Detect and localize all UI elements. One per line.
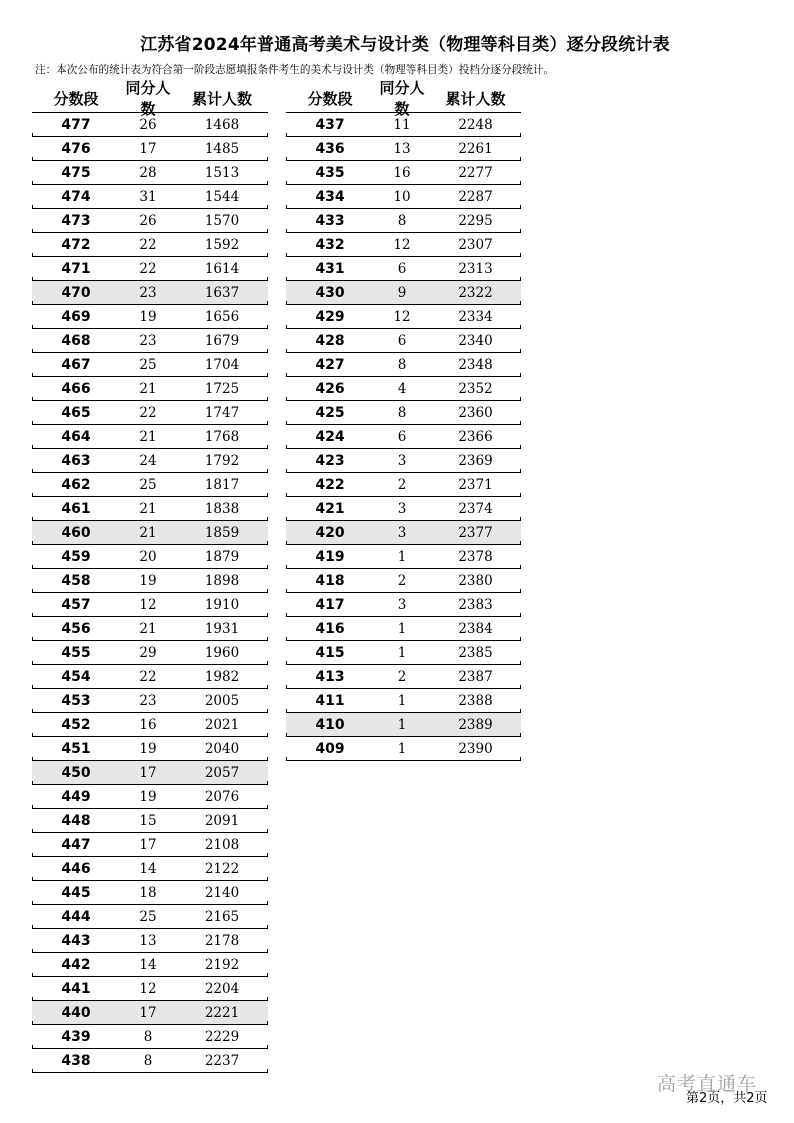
score-cell: 455 [61, 644, 91, 661]
score-cell: 434 [315, 188, 345, 205]
score-cell: 449 [61, 788, 91, 805]
table-row [32, 785, 268, 809]
same-count-cell: 1 [397, 740, 407, 757]
same-count-cell: 2 [397, 572, 407, 589]
cumulative-cell: 2165 [204, 908, 240, 925]
table-row [32, 977, 268, 1001]
cumulative-cell: 2340 [458, 332, 493, 349]
table-row [286, 497, 521, 521]
same-count-cell: 3 [397, 452, 407, 469]
same-count-cell: 24 [139, 452, 157, 469]
score-cell: 418 [315, 572, 345, 589]
cumulative-cell: 1792 [204, 452, 240, 469]
same-count-cell: 15 [139, 812, 157, 829]
table-row [32, 305, 268, 329]
cumulative-cell: 1859 [204, 524, 240, 541]
table-row [32, 833, 268, 857]
score-cell: 450 [61, 764, 91, 781]
table-row [286, 329, 521, 353]
cumulative-cell: 2352 [458, 380, 493, 397]
table-body [32, 113, 268, 1073]
score-cell: 423 [315, 452, 345, 469]
score-cell: 466 [61, 380, 91, 397]
score-cell: 409 [315, 740, 345, 757]
cumulative-cell: 2140 [204, 884, 240, 901]
table-row [286, 353, 521, 377]
cumulative-cell: 2389 [458, 716, 493, 733]
same-count-cell: 8 [397, 356, 407, 373]
score-cell: 441 [61, 980, 91, 997]
table-body [286, 113, 521, 761]
same-count-cell: 17 [139, 836, 157, 853]
table-row [32, 425, 268, 449]
table-row [286, 689, 521, 713]
cumulative-cell: 2005 [204, 692, 240, 709]
same-count-cell: 21 [139, 428, 157, 445]
score-cell: 469 [61, 308, 91, 325]
same-count-cell: 23 [139, 332, 157, 349]
same-count-cell: 2 [397, 476, 407, 493]
table-row [32, 233, 268, 257]
score-cell: 458 [61, 572, 91, 589]
table-row [32, 593, 268, 617]
cumulative-cell: 2360 [458, 404, 493, 421]
same-count-cell: 1 [397, 620, 407, 637]
cumulative-cell: 2313 [458, 260, 493, 277]
table-row [32, 521, 268, 545]
table-row [286, 377, 521, 401]
table-row [32, 1001, 268, 1025]
same-count-cell: 21 [139, 524, 157, 541]
same-count-cell: 26 [139, 212, 157, 229]
score-cell: 425 [315, 404, 345, 421]
table-row [32, 737, 268, 761]
score-cell: 472 [61, 236, 91, 253]
cumulative-cell: 1592 [204, 236, 240, 253]
same-count-cell: 26 [139, 116, 157, 133]
cumulative-cell: 2387 [458, 668, 493, 685]
cumulative-cell: 2388 [458, 692, 493, 709]
table-row [32, 281, 268, 305]
score-table-left [32, 79, 268, 1073]
cumulative-cell: 2322 [458, 284, 493, 301]
cumulative-cell: 1679 [204, 332, 240, 349]
same-count-cell: 31 [139, 188, 157, 205]
cumulative-cell: 2237 [204, 1052, 240, 1069]
table-row [286, 401, 521, 425]
same-count-cell: 25 [139, 908, 157, 925]
cumulative-cell: 2307 [458, 236, 493, 253]
cumulative-cell: 2385 [458, 644, 493, 661]
table-row [286, 545, 521, 569]
cumulative-cell: 1747 [204, 404, 240, 421]
same-count-cell: 19 [139, 572, 157, 589]
cumulative-cell: 1485 [204, 140, 240, 157]
cumulative-cell: 2287 [458, 188, 493, 205]
same-count-cell: 23 [139, 284, 157, 301]
table-row [32, 329, 268, 353]
score-cell: 430 [315, 284, 345, 301]
same-count-cell: 16 [139, 716, 157, 733]
score-cell: 464 [61, 428, 91, 445]
cumulative-cell: 2377 [458, 524, 493, 541]
score-cell: 428 [315, 332, 345, 349]
score-cell: 444 [61, 908, 91, 925]
cumulative-cell: 1838 [204, 500, 240, 517]
cumulative-cell: 1637 [204, 284, 240, 301]
score-cell: 461 [61, 500, 91, 517]
table-note: 注：本次公布的统计表为符合第一阶段志愿填报条件考生的美术与设计类（物理等科目类）投档分逐分段统计。 [35, 64, 555, 76]
same-count-cell: 21 [139, 500, 157, 517]
score-cell: 452 [61, 716, 91, 733]
cumulative-cell: 1704 [204, 356, 240, 373]
score-cell: 420 [315, 524, 345, 541]
score-cell: 424 [315, 428, 345, 445]
same-count-cell: 20 [139, 548, 157, 565]
table-row [286, 737, 521, 761]
cumulative-cell: 1656 [204, 308, 240, 325]
score-cell: 432 [315, 236, 345, 253]
table-row [32, 377, 268, 401]
score-cell: 456 [61, 620, 91, 637]
same-count-cell: 19 [139, 740, 157, 757]
cumulative-cell: 2040 [204, 740, 240, 757]
same-count-cell: 4 [397, 380, 407, 397]
same-count-cell: 12 [393, 236, 411, 253]
same-count-cell: 17 [139, 764, 157, 781]
table-row [32, 209, 268, 233]
score-cell: 433 [315, 212, 345, 229]
table-row [286, 233, 521, 257]
score-cell: 475 [61, 164, 91, 181]
table-row [286, 257, 521, 281]
cumulative-cell: 2261 [458, 140, 493, 157]
score-cell: 460 [61, 524, 91, 541]
score-cell: 411 [315, 692, 345, 709]
table-row [286, 161, 521, 185]
page-title: 江苏省2024年普通高考美术与设计类（物理等科目类）逐分段统计表 [140, 35, 670, 55]
table-row [32, 449, 268, 473]
cumulative-cell: 1614 [204, 260, 240, 277]
table-header [286, 79, 521, 118]
table-row [32, 569, 268, 593]
score-cell: 410 [315, 716, 345, 733]
cumulative-cell: 2295 [458, 212, 493, 229]
score-cell: 435 [315, 164, 345, 181]
table-row [32, 857, 268, 881]
score-cell: 429 [315, 308, 345, 325]
score-cell: 476 [61, 140, 91, 157]
score-cell: 415 [315, 644, 345, 661]
table-row [32, 545, 268, 569]
table-row [32, 161, 268, 185]
table-header [32, 79, 268, 118]
table-row [32, 761, 268, 785]
cumulative-cell: 2374 [458, 500, 493, 517]
table-row [286, 713, 521, 737]
score-cell: 416 [315, 620, 345, 637]
table-row [286, 569, 521, 593]
same-count-cell: 6 [397, 332, 407, 349]
table-row [32, 137, 268, 161]
score-cell: 457 [61, 596, 91, 613]
header-score: 分数段 [307, 89, 353, 108]
header-same-count: 同分人数 [379, 79, 425, 118]
table-row [286, 593, 521, 617]
table-row [32, 257, 268, 281]
score-cell: 465 [61, 404, 91, 421]
score-cell: 477 [61, 116, 91, 133]
same-count-cell: 23 [139, 692, 157, 709]
header-same-count: 同分人数 [125, 79, 171, 118]
same-count-cell: 12 [393, 308, 411, 325]
header-cumulative: 累计人数 [191, 89, 252, 108]
cumulative-cell: 2057 [204, 764, 240, 781]
same-count-cell: 14 [139, 860, 157, 877]
table-row [32, 473, 268, 497]
score-cell: 422 [315, 476, 345, 493]
score-cell: 474 [61, 188, 91, 205]
table-row [32, 665, 268, 689]
same-count-cell: 8 [143, 1028, 153, 1045]
cumulative-cell: 1931 [204, 620, 240, 637]
cumulative-cell: 1898 [204, 572, 240, 589]
cumulative-cell: 2334 [458, 308, 493, 325]
score-cell: 437 [315, 116, 345, 133]
header-cumulative: 累计人数 [445, 89, 506, 108]
table-row [32, 353, 268, 377]
cumulative-cell: 2021 [204, 716, 240, 733]
score-cell: 426 [315, 380, 345, 397]
table-row [32, 713, 268, 737]
table-row [32, 1049, 268, 1073]
same-count-cell: 21 [139, 620, 157, 637]
score-cell: 427 [315, 356, 345, 373]
table-row [32, 689, 268, 713]
table-row [286, 617, 521, 641]
cumulative-cell: 1817 [204, 476, 240, 493]
score-cell: 471 [61, 260, 91, 277]
score-cell: 436 [315, 140, 345, 157]
cumulative-cell: 2248 [458, 116, 493, 133]
score-cell: 454 [61, 668, 91, 685]
same-count-cell: 25 [139, 476, 157, 493]
same-count-cell: 19 [139, 308, 157, 325]
table-row [286, 449, 521, 473]
table-row [286, 521, 521, 545]
table-row [32, 113, 268, 137]
same-count-cell: 13 [139, 932, 157, 949]
watermark: 高考直通车 [657, 1073, 758, 1095]
table-row [32, 641, 268, 665]
table-row [32, 1025, 268, 1049]
score-cell: 468 [61, 332, 91, 349]
score-cell: 453 [61, 692, 91, 709]
score-cell: 462 [61, 476, 91, 493]
cumulative-cell: 1570 [204, 212, 240, 229]
cumulative-cell: 2122 [204, 860, 240, 877]
cumulative-cell: 2348 [458, 356, 493, 373]
score-cell: 443 [61, 932, 91, 949]
cumulative-cell: 2178 [204, 932, 240, 949]
cumulative-cell: 2384 [458, 620, 493, 637]
cumulative-cell: 2204 [204, 980, 240, 997]
cumulative-cell: 2380 [458, 572, 493, 589]
score-cell: 470 [61, 284, 91, 301]
score-cell: 473 [61, 212, 91, 229]
cumulative-cell: 1879 [204, 548, 240, 565]
score-cell: 442 [61, 956, 91, 973]
same-count-cell: 21 [139, 380, 157, 397]
score-cell: 417 [315, 596, 345, 613]
cumulative-cell: 2221 [204, 1004, 240, 1021]
same-count-cell: 25 [139, 356, 157, 373]
table-row [32, 809, 268, 833]
table-row [286, 425, 521, 449]
table-row [286, 137, 521, 161]
cumulative-cell: 1468 [204, 116, 240, 133]
table-row [286, 113, 521, 137]
score-cell: 448 [61, 812, 91, 829]
score-cell: 413 [315, 668, 345, 685]
cumulative-cell: 2076 [204, 788, 240, 805]
score-cell: 419 [315, 548, 345, 565]
same-count-cell: 8 [143, 1052, 153, 1069]
cumulative-cell: 1513 [204, 164, 240, 181]
cumulative-cell: 2192 [204, 956, 240, 973]
same-count-cell: 1 [397, 644, 407, 661]
same-count-cell: 8 [397, 212, 407, 229]
cumulative-cell: 1544 [204, 188, 240, 205]
same-count-cell: 29 [139, 644, 157, 661]
table-row [32, 497, 268, 521]
score-cell: 438 [61, 1052, 91, 1069]
cumulative-cell: 2366 [458, 428, 493, 445]
cumulative-cell: 1768 [204, 428, 240, 445]
score-cell: 446 [61, 860, 91, 877]
cumulative-cell: 2108 [204, 836, 240, 853]
table-row [286, 473, 521, 497]
same-count-cell: 8 [397, 404, 407, 421]
same-count-cell: 16 [393, 164, 411, 181]
score-cell: 440 [61, 1004, 91, 1021]
same-count-cell: 17 [139, 140, 157, 157]
score-cell: 459 [61, 548, 91, 565]
table-row [32, 953, 268, 977]
cumulative-cell: 2369 [458, 452, 493, 469]
cumulative-cell: 1960 [204, 644, 240, 661]
same-count-cell: 12 [139, 980, 157, 997]
same-count-cell: 10 [393, 188, 411, 205]
same-count-cell: 1 [397, 548, 407, 565]
cumulative-cell: 1910 [204, 596, 240, 613]
same-count-cell: 12 [139, 596, 157, 613]
table-row [32, 881, 268, 905]
cumulative-cell: 2229 [204, 1028, 240, 1045]
same-count-cell: 14 [139, 956, 157, 973]
same-count-cell: 17 [139, 1004, 157, 1021]
table-row [286, 209, 521, 233]
score-cell: 463 [61, 452, 91, 469]
same-count-cell: 13 [393, 140, 411, 157]
same-count-cell: 1 [397, 692, 407, 709]
same-count-cell: 22 [139, 260, 157, 277]
table-row [32, 929, 268, 953]
cumulative-cell: 2277 [458, 164, 493, 181]
same-count-cell: 2 [397, 668, 407, 685]
score-table-right [286, 79, 521, 761]
table-row [32, 617, 268, 641]
score-cell: 439 [61, 1028, 91, 1045]
same-count-cell: 9 [397, 284, 407, 301]
table-row [286, 305, 521, 329]
same-count-cell: 19 [139, 788, 157, 805]
header-score: 分数段 [53, 89, 99, 108]
cumulative-cell: 2378 [458, 548, 493, 565]
same-count-cell: 18 [139, 884, 157, 901]
score-cell: 447 [61, 836, 91, 853]
cumulative-cell: 2390 [458, 740, 493, 757]
table-row [286, 665, 521, 689]
same-count-cell: 22 [139, 668, 157, 685]
score-cell: 421 [315, 500, 345, 517]
same-count-cell: 6 [397, 260, 407, 277]
cumulative-cell: 2383 [458, 596, 493, 613]
table-row [286, 641, 521, 665]
table-row [286, 281, 521, 305]
same-count-cell: 3 [397, 524, 407, 541]
score-cell: 451 [61, 740, 91, 757]
cumulative-cell: 2091 [204, 812, 240, 829]
score-cell: 467 [61, 356, 91, 373]
score-cell: 445 [61, 884, 91, 901]
table-row [32, 401, 268, 425]
cumulative-cell: 2371 [458, 476, 493, 493]
same-count-cell: 22 [139, 236, 157, 253]
same-count-cell: 22 [139, 404, 157, 421]
table-row [32, 185, 268, 209]
same-count-cell: 28 [139, 164, 157, 181]
same-count-cell: 3 [397, 596, 407, 613]
cumulative-cell: 1725 [204, 380, 240, 397]
same-count-cell: 1 [397, 716, 407, 733]
same-count-cell: 11 [393, 116, 411, 133]
table-row [32, 905, 268, 929]
same-count-cell: 3 [397, 500, 407, 517]
page-number: 第2页，共2页 [686, 1091, 768, 1106]
cumulative-cell: 1982 [204, 668, 240, 685]
score-cell: 431 [315, 260, 345, 277]
table-row [286, 185, 521, 209]
same-count-cell: 6 [397, 428, 407, 445]
